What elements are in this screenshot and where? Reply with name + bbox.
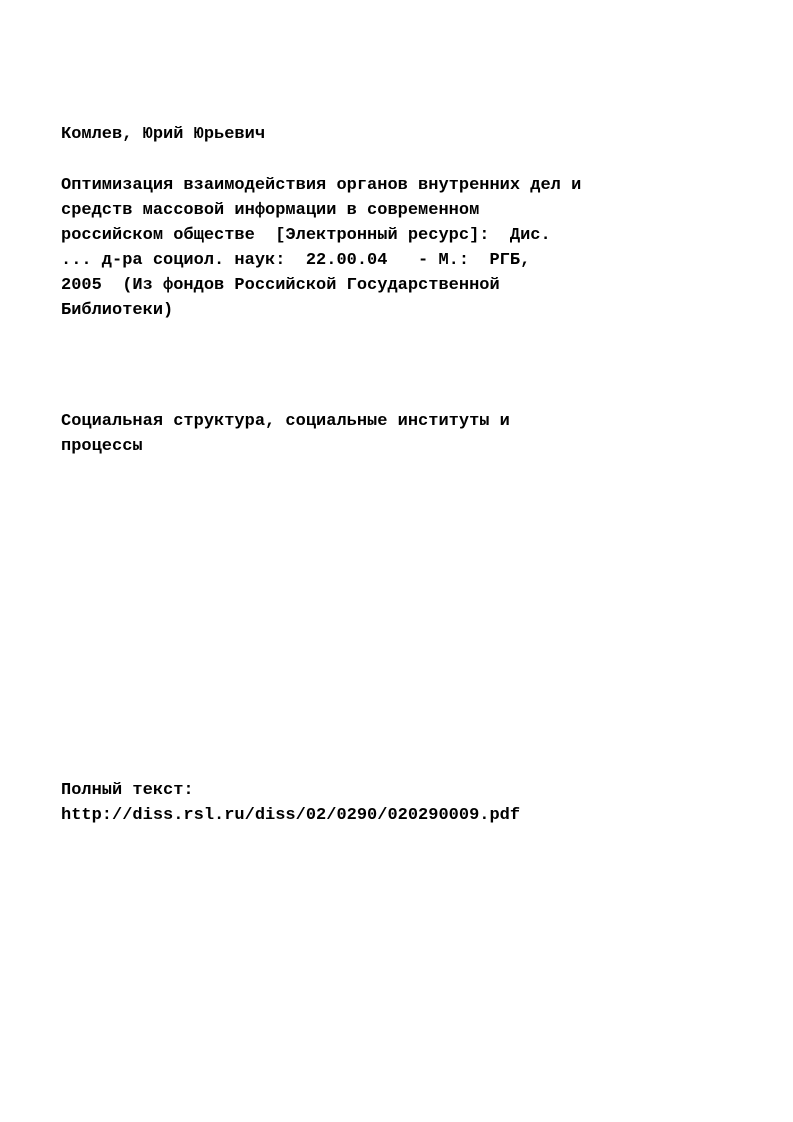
description-line: ... д-ра социол. наук: 22.00.04 - М.: РГБ, [61, 251, 531, 270]
description-line: 2005 (Из фондов Российской Государственной [61, 276, 500, 295]
description-line: российском обществе [Электронный ресурс]: Дис. [61, 226, 551, 245]
description-line: Библиотеки) [61, 301, 174, 320]
fulltext-url: http://diss.rsl.ru/diss/02/0290/020290009.pdf [61, 806, 521, 825]
subject-line: Социальная структура, социальные институты и [61, 412, 510, 431]
subject-heading [61, 409, 761, 459]
bibliographic-description [61, 173, 761, 323]
author-name: Комлев, Юрий Юрьевич [61, 125, 266, 144]
subject-line: процессы [61, 437, 143, 456]
description-line: Оптимизация взаимодействия органов внутренних дел и [61, 176, 582, 195]
author-name-block [61, 122, 761, 147]
description-line: средств массовой информации в современном [61, 201, 480, 220]
fulltext-label: Полный текст: [61, 781, 194, 800]
fulltext-section [61, 778, 761, 828]
